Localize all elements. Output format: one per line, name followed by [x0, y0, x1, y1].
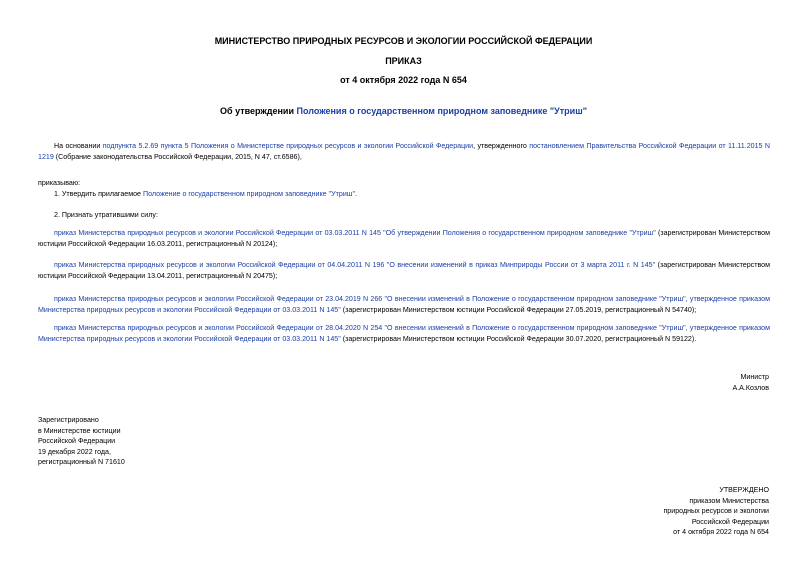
approval-line: от 4 октября 2022 года N 654 [673, 528, 769, 536]
repealed-text-1: (зарегистрирован Министерством юстиции Российской Федерации 16.03.2011, регистрационный N 20124); [38, 229, 770, 248]
preamble-text-1: На основании [54, 142, 103, 150]
registration-line: Российской Федерации [38, 437, 116, 445]
preamble-link-regulation[interactable]: подпункта 5.2.69 пункта 5 Положения о Министерстве природных ресурсов и экологии Российской Федерации [102, 142, 474, 150]
document-type: ПРИКАЗ [385, 56, 422, 66]
repealed-text-2: (зарегистрирован Министерством юстиции Российской Федерации 13.04.2011, регистрационный N 20475); [38, 261, 770, 280]
registration-block [38, 415, 125, 468]
title-link[interactable]: Положения о государственном природном заповеднике "Утриш" [296, 106, 587, 116]
signature-position: Министр [740, 373, 769, 381]
repealed-text-3: (зарегистрирован Министерством юстиции Российской Федерации 27.05.2019, регистрационный N 54740); [340, 305, 697, 314]
item-1-text: 1. Утвердить прилагаемое [54, 190, 143, 198]
repealed-item-1 [38, 228, 770, 249]
title-prefix: Об утверждении [220, 106, 297, 116]
preamble-text-3: (Собрание законодательства Российской Федерации, 2015, N 47, ст.6586), [53, 152, 302, 161]
approval-line: природных ресурсов и экологии [663, 507, 769, 515]
registration-line: Зарегистрировано [38, 416, 99, 424]
item-1-paragraph [38, 189, 770, 200]
registration-line: в Министерстве юстиции [38, 426, 121, 435]
approval-block [663, 485, 769, 538]
signature-block [732, 372, 769, 393]
ministry-heading: МИНИСТЕРСТВО ПРИРОДНЫХ РЕСУРСОВ И ЭКОЛОГИИ РОССИЙСКОЙ ФЕДЕРАЦИИ [214, 36, 593, 46]
preamble-text-2: , утвержденного [473, 142, 530, 150]
item-2-paragraph: 2. Признать утратившими силу: [54, 211, 158, 219]
repealed-link-4[interactable]: приказ Министерства природных ресурсов и экологии Российской Федерации от 28.04.2020 N 254 "О внесении изменений в Положение о государственном природном заповеднике "Утриш", утвержденное приказом Министерства природных ресурсов и экологии Российской Федерации от 03.03.2011 N 145" [38, 324, 770, 343]
approval-line: УТВЕРЖДЕНО [719, 486, 769, 494]
order-word: приказываю: [38, 179, 81, 187]
repealed-item-4 [38, 323, 770, 344]
repealed-text-4: (зарегистрирован Министерством юстиции Российской Федерации 30.07.2020, регистрационный N 59122). [340, 334, 697, 343]
document-date: от 4 октября 2022 года N 654 [340, 75, 467, 85]
repealed-link-1[interactable]: приказ Министерства природных ресурсов и экологии Российской Федерации от 03.03.2011 N 145 "Об утверждении Положения о государственном природном заповеднике "Утриш" [54, 229, 656, 237]
repealed-link-3[interactable]: приказ Министерства природных ресурсов и экологии Российской Федерации от 23.04.2019 N 266 "О внесении изменений в Положение о государственном природном заповеднике "Утриш", утвержденное приказом Министерства природных ресурсов и экологии Российской Федерации от 03.03.2011 N 145" [38, 295, 770, 314]
registration-line: регистрационный N 71610 [38, 458, 125, 466]
item-1-link[interactable]: Положение о государственном природном заповеднике "Утриш" [142, 190, 355, 198]
approval-line: Российской Федерации [691, 517, 769, 526]
document-title [0, 106, 807, 116]
repealed-link-2[interactable]: приказ Министерства природных ресурсов и экологии Российской Федерации от 04.04.2011 N 196 "О внесении изменений в приказ Минприроды России от 3 марта 2011 г. N 145" [54, 261, 656, 269]
signature-name: А.А.Козлов [732, 383, 769, 392]
approval-line: приказом Министерства [689, 496, 769, 505]
preamble-link-decree[interactable]: постановлением Правительства Российской Федерации от 11.11.2015 N 1219 [38, 142, 771, 161]
preamble-paragraph [38, 141, 770, 162]
registration-line: 19 декабря 2022 года, [38, 447, 111, 456]
repealed-item-2 [38, 260, 770, 281]
repealed-item-3 [38, 294, 770, 315]
item-1-end: . [355, 190, 357, 198]
